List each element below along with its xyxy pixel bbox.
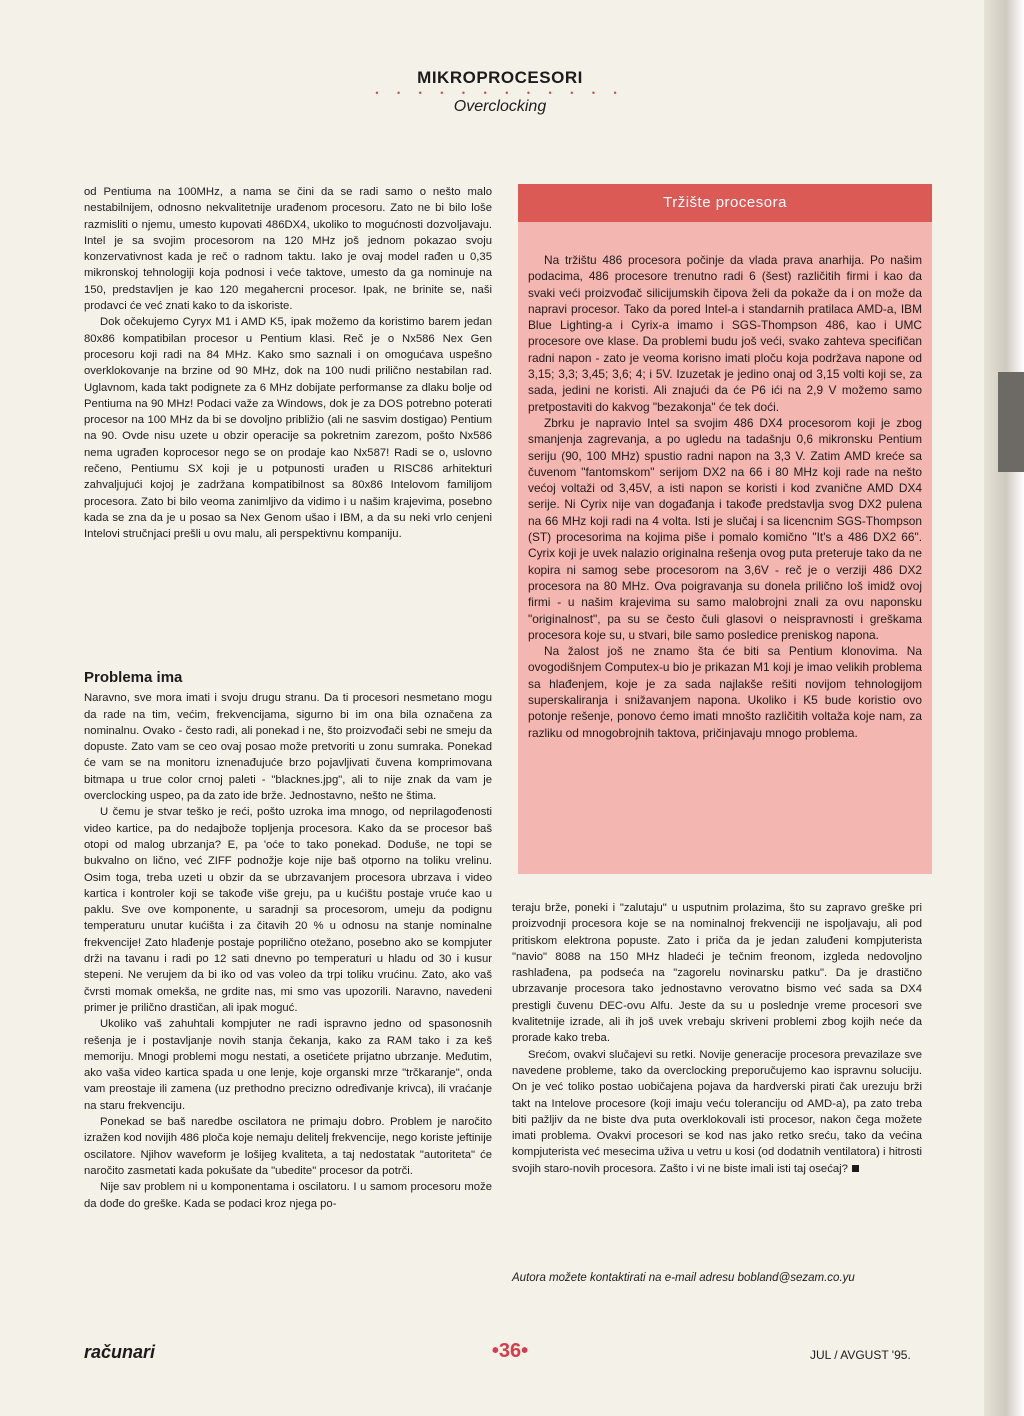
article-paragraph: teraju brže, poneki i "zalutaju" u usputnim prolazima, što su zapravo greške pri proizvodnji procesora koje se na nominalnoj frekvenciji ne ispoljavaju, ali pod pritiskom elektrona popuste. Zato i priča da je jedan zaluđeni kompjuterista "navio" 8088 na 150 MHz hladeći je tečnim freonom, izgleda nedovoljno rashlađena, pa podseća na "zagorelu novinarsku patku". Da je drastično ubrzavanje procesora tako jednostavno verovatno bismo već sada sa DX4 prestigli čuvenu DEC-ovu Alfu. Jeste da su u poslednje vreme procesori sve kvalitetnije izrade, ali ih još uvek vrebaju skriveni problemi zbog kojih neće da prorade kako treba. <box>512 902 922 1045</box>
article-paragraph: U čemu je stvar teško je reći, pošto uzroka ima mnogo, od neprilagođenosti video kartice, pa do nedajbože topljenja procesora. Kako da se procesor baš otopi od malog ubrzanja? E, pa 'oće to tako ponekad. Doduše, ne topi se bukvalno on lično, već ZIFF podnožje koje nije baš otporno na toliku vrelinu. Osim toga, treba uzeti u obzir da se ubrzavanjem procesora ubrzava i video kartica i kontroler koji se takođe više greju, pa u kućištu postaje vruće kao u paklu. Sve ove komponente, u saradnji sa procesorom, umeju da podignu temperaturu unutar kućišta i za čitavih 20 % u odnosu na stanje nominalne frekvencije! Zato hlađenje postaje poprilično otežano, posebno ako se kompjuter drži na tavanu i radi po 12 sati dnevno po temperaturi u hladu od 30 i kusur stepeni. Ne verujem da bi iko od vas voleo da trpi toliku vrućinu. Zato, ako vaš čvrsti momak omekša, ne grdite nas, mi smo vas upozorili. Naravno, navedeni primer je prilično drastičan, ali ipak moguć. <box>84 806 492 1014</box>
right-column <box>512 900 922 1177</box>
subsection-title: Overclocking <box>453 98 547 115</box>
article-paragraph <box>512 1047 922 1177</box>
header-dots-divider: • • • • • • • • • • • • <box>375 88 625 98</box>
sidebar-title: Tržište procesora <box>518 184 932 222</box>
article-paragraph: Nije sav problem ni u komponentama i oscilatoru. I u samom procesoru može da dođe do greške. Kada se podaci kroz njega po- <box>84 1181 492 1210</box>
sidebar-paragraph: Na žalost još ne znamo šta će biti sa Pentium klonovima. Na ovogodišnjem Computex-u bio je prikazan M1 koji je imao velikih problema sa hlađenjem, koje je za sada najlakše rešiti novijom tehnologijom superskaliranja i snižavanjem napona. Ukoliko i K5 bude koristio ovo potonje rešenje, ponovo ćemo imati mnošto različitih voltaža koje nam, za razliku od mnogobrojnih taktova, pričinjavaju mnogo problema. <box>528 644 922 740</box>
scan-page-edge <box>984 0 1024 1416</box>
end-of-article-icon <box>852 1165 859 1172</box>
article-paragraph: Ponekad se baš naredbe oscilatora ne primaju dobro. Problem je naročito izražen kod novijih 486 ploča koje nemaju delitelj frekvencije, nego koriste jeftinije oscilatore. Njihov waveform je lošijeg kvaliteta, a taj nedostatak "autoriteta" će naročito zasmetati kada pokušate da "ubedite" procesor da potrči. <box>84 1116 492 1177</box>
scan-shadow <box>998 372 1024 472</box>
left-column <box>84 184 492 543</box>
issue-date: JUL / AVGUST '95. <box>810 1348 911 1362</box>
sidebar-paragraph: Zbrku je napravio Intel sa svojim 486 DX4 procesorom koji je zbog smanjenja zagrevanja, a po ugledu na tadašnju 0,6 mikronsku Pentium seriju (90, 100 MHz) spustio radni napon na 3,3 V. Zatim AMD kreće sa čuvenom "fantomskom" serijom DX2 na 66 i 80 MHz koji rade na nešto većoj voltaži od 3,45V, a isti napon se koristi i kod zvanične AMD DX4 serije. Ni Cyrix nije van događanja i takođe predstavlja svog DX2 pulena na 66 MHz koji radi na 4 volta. Isti je slučaj i sa licencnim SGS-Thompson (ST) procesorima na kojima piše i pomalo komično "It's a 486 DX2 66". Cyrix koji je uvek nalazio originalna rešenja ovog puta preteruje tako da ne kopira ni samog sebe procesorom na 3,6V - reč je o verziji 486 DX2 procesora na 80 MHz. Ova poigravanja su donela prilično loš imidž ovoj firmi - u našim krajevima su samo malobrojni znali za ovu naponsku "originalnost", pa su se često čuli glasovi o neispravnosti i greškama procesora koje su, u stvari, bile samo posledice preniskog napona. <box>528 415 922 642</box>
article-paragraph-text: Srećom, ovakvi slučajevi su retki. Novije generacije procesora prevazilaze sve navedene probleme, tako da overclocking preporučujemo kao ispravnu soluciju. On je već toliko postao uobičajena pojava da hardverski pirati čak urezuju brži takt na Intelove procesore (koji imaju veću toleranciju od AMD-a), pa zato treba biti pažljiv da ne biste dva puta overklokovali isti procesor, nakon čega možete imati problema. Ovakvi procesori se kod nas jako retko sreću, tako da većina kompjuterista već mesecima uživa u vetru u kosi (od dodatnih ventilatora) i hitrosti svojih staro-novih procesora. Zašto i vi ne biste imali isti taj osećaj? <box>512 1048 922 1175</box>
sidebar-paragraph: Na tržištu 486 procesora počinje da vlada prava anarhija. Po našim podacima, 486 procesore trenutno radi 6 (šest) različitih firmi i kao da svaki veći proizvođač silicijumskih čipova želi da pokaže da i on može da napravi procesor. Tako da pored Intel-a i standarnih pratilaca AMD-a, IBM Blue Lighting-a i Cyrix-a imamo i SGS-Thompson 486, kao i UMC procesore ove klase. Da problemi budu još veći, svako zahteva specifičan radni napon - zato je veoma korisno imati ploču koja podržava napone od 3,15; 3,3; 3,45; 3,6; 4; i 5V. Izuzetak je jedino onaj od 3,15 volti koji se, za sada, jedini ne koristi. Ali znajući da će P6 ići na 2,9 V možemo samo pretpostaviti do kakvog "bezakonja" će tek doći. <box>528 253 922 414</box>
author-contact: Autora možete kontaktirati na e-mail adresu bobland@sezam.co.yu <box>512 1272 855 1284</box>
sidebar-body <box>528 252 922 741</box>
left-column-continued <box>84 670 492 1212</box>
sidebar-box <box>518 184 932 874</box>
page-number: •36• <box>491 1340 529 1362</box>
article-paragraph: od Pentiuma na 100MHz, a nama se čini da se radi samo o nešto malo nestabilnijem, odnosno nekvalitetnije urađenom procesoru. Zato ne bi bilo loše razmisliti o njemu, umesto kupovati 486DX4, ukoliko to mogućnosti dozvoljavaju. Intel je sa svojim procesorom na 120 MHz još jednom pokazao svoju konzervativnost kada je reč o radnom taktu. Iako je ovaj model rađen u 0,35 mikronskoj tehnologiji koja podnosi i veće taktove, umesto da ga nominuje na 150, predstavljen je kao 120 megahercni procesor. Ipak, ne brinite se, naši prodavci će već znati kako to da iskoriste. <box>84 186 492 313</box>
article-paragraph: Ukoliko vaš zahuhtali kompjuter ne radi ispravno jedno od spasonosnih rešenja je i postavljanje novih stanja čekanja, kako za RAM tako i za keš memoriju. Mnogi problemi mogu nestati, a osetićete prijatno ubrzanje. Međutim, ako vaša video kartica spada u one lenje, koje organski mrze "trčkaranje", onda vam preostaje ili zamena (uz prethodno precizno određivanje krivca), ili vraćanje na staru frekvenciju. <box>84 1018 492 1112</box>
article-paragraph: Dok očekujemo Cyryx M1 i AMD K5, ipak možemo da koristimo barem jedan 80x86 kompatibilan procesor u Pentium klasi. Reč je o Nx586 Nex Gen procesoru koji radi na 84 MHz. Kako smo saznali i on omogućava uspešno overklokovanje na brzine od 90 MHz, dok na 100 nudi prilično nestabilan rad. Uglavnom, kada takt podignete za 6 MHz dobijate performanse za dlaku bolje od Pentiuma na 90 MHz! Podaci važe za Windows, dok je za DOS potrebno poterati procesor na 100 MHz da bi se dovoljno približio (ali ne sasvim dostigao) Pentium na 90. Ovde nisu uzete u obzir operacije sa pokretnim zarezom, pošto Nx586 nema ugrađen koprocesor nego se on prodaje kao Nx587! Radi se o, uslovno rečeno, Pentiumu SX koji je u potpunosti urađen u RISC86 arhitekturi zahvaljujući kojoj je zadržana kompatibilnost sa 80x86 Intelovom familijom procesora. Zato bi bilo veoma zanimljivo da vidimo i u našim krajevima, posebno kada se zna da je u posao sa Nex Genom ušao i IBM, a da su neki vrlo cenjeni Intelovi stručnjaci prešli u ovu malu, ali perspektivnu kompaniju. <box>84 316 492 541</box>
magazine-logo: računari <box>84 1342 156 1362</box>
article-paragraph: Naravno, sve mora imati i svoju drugu stranu. Da ti procesori nesmetano mogu da rade na tim, većim, frekvencijama, sigurno bi im ona bila označena za nominalnu. Ovako - često radi, ali ponekad i ne, što proizvođači sebi ne smeju da dopuste. Zato vam se ceo ovaj posao može pretvoriti u zonu sumraka. Ponekad će vam se na monitoru iznenađujuće brzo pojavljivati čuvena komprimovana bitmapa u true color crnoj paleti - "blacknes.jpg", ali to nije znak da vam je overclocking uspeo, pa da zato ide brže. Jednostavno, nešto ne štima. <box>84 692 492 803</box>
section-heading: Problema ima <box>84 669 183 686</box>
section-title: MIKROPROCESORI <box>417 68 583 87</box>
